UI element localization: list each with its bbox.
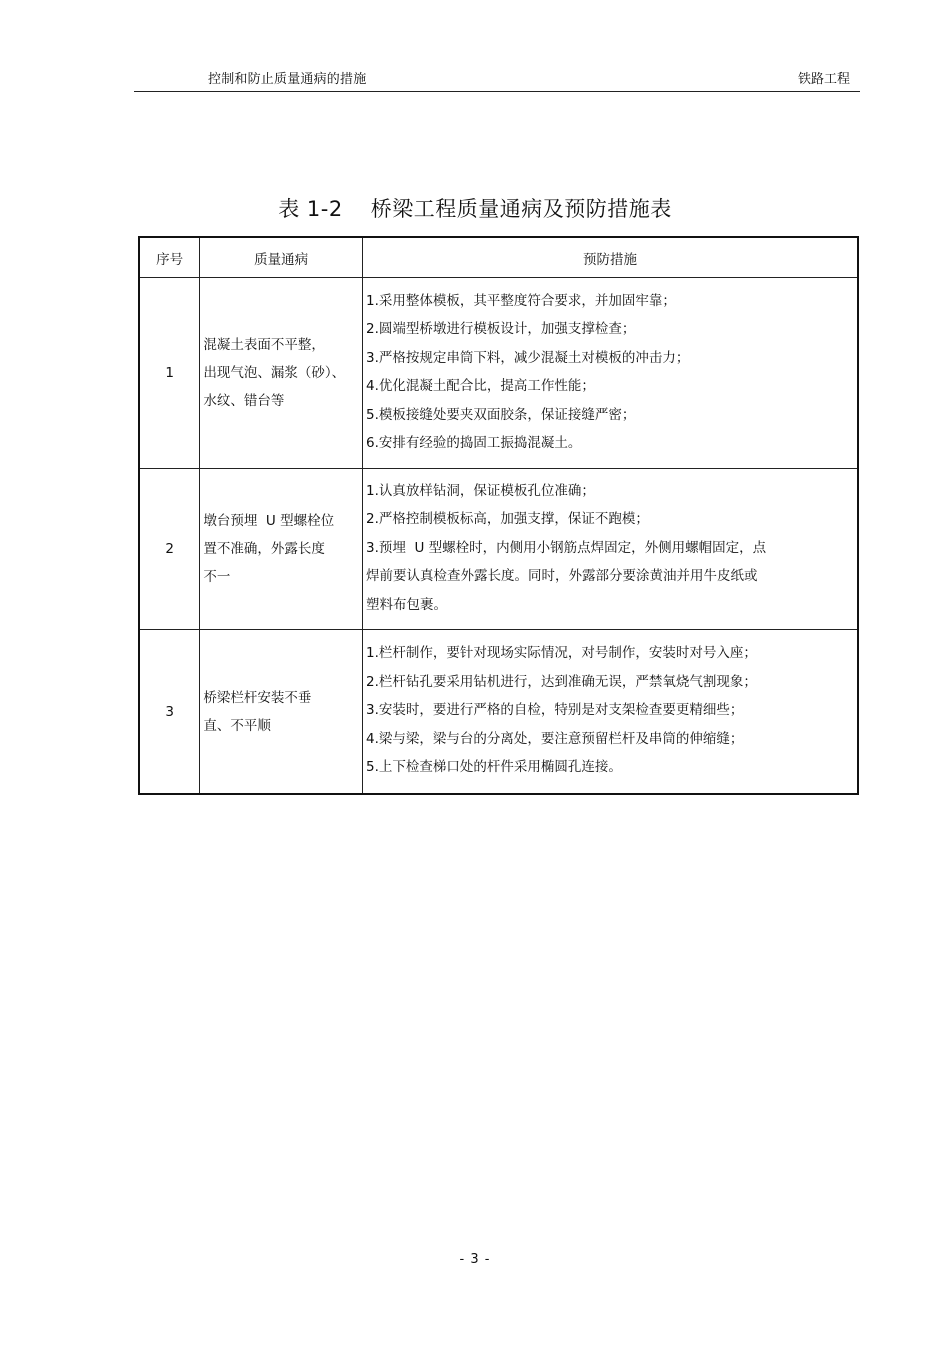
header-defect: 质量通病 bbox=[200, 237, 363, 278]
table-title bbox=[0, 193, 950, 223]
measure-item: 4.优化混凝土配合比，提高工作性能； bbox=[365, 378, 595, 394]
header-measures: 预防措施 bbox=[362, 237, 858, 278]
measures-cell bbox=[362, 469, 858, 630]
measure-item: 3.预埋 U 型螺栓时，内侧用小钢筋点焊固定，外侧用螺帽固定，点 bbox=[365, 539, 767, 556]
defect-cell bbox=[200, 469, 363, 630]
measure-item: 塑料布包裹。 bbox=[365, 596, 447, 613]
defect-line: 混凝土表面不平整， bbox=[203, 337, 325, 353]
measure-item: 焊前要认真检查外露长度。同时，外露部分要涂黄油并用牛皮纸或 bbox=[365, 568, 758, 585]
header-divider bbox=[134, 91, 860, 92]
measure-item: 4.梁与梁，梁与台的分离处，要注意预留栏杆及串筒的伸缩缝； bbox=[365, 730, 744, 747]
table-row bbox=[139, 469, 858, 630]
measure-item: 5.上下检查梯口处的杆件采用椭圆孔连接。 bbox=[365, 759, 622, 776]
table-row bbox=[139, 630, 858, 795]
page-number: - 3 - bbox=[459, 1252, 491, 1267]
defect-line: 墩台预埋 U 型螺栓位 bbox=[203, 513, 335, 529]
measure-item: 5.模板接缝处要夹双面胶条，保证接缝严密； bbox=[365, 406, 636, 423]
defect-line: 直、不平顺 bbox=[203, 717, 271, 734]
defect-cell bbox=[200, 630, 363, 795]
row-number: 1 bbox=[139, 278, 200, 469]
measure-item: 2.严格控制模板标高，加强支撑，保证不跑模； bbox=[365, 511, 649, 528]
header-seq: 序号 bbox=[139, 237, 200, 278]
measure-item: 1.采用整体模板，其平整度符合要求，并加固牢靠； bbox=[365, 292, 676, 309]
header-project-type: 铁路工程 bbox=[798, 72, 851, 87]
measures-cell bbox=[362, 278, 858, 469]
defect-line: 桥梁栏杆安装不垂 bbox=[203, 689, 312, 706]
table-number: 表 1-2 bbox=[278, 197, 343, 221]
defect-line: 不一 bbox=[203, 569, 231, 585]
measure-item: 1.认真放样钻洞，保证模板孔位准确； bbox=[365, 482, 595, 499]
defect-line: 水纹、错台等 bbox=[203, 393, 285, 409]
table-header-row bbox=[139, 237, 858, 278]
measure-item: 6.安排有经验的捣固工振捣混凝土。 bbox=[365, 435, 582, 451]
defect-line: 出现气泡、漏浆（砂）、 bbox=[203, 365, 346, 381]
row-number: 3 bbox=[139, 630, 200, 795]
row-number: 2 bbox=[139, 469, 200, 630]
measure-item: 3.严格按规定串筒下料，减少混凝土对模板的冲击力； bbox=[365, 349, 690, 366]
table-caption: 桥梁工程质量通病及预防措施表 bbox=[370, 197, 672, 221]
measure-item: 2.圆端型桥墩进行模板设计，加强支撑检查； bbox=[365, 321, 636, 337]
defect-line: 置不准确，外露长度 bbox=[203, 541, 325, 557]
measures-cell bbox=[362, 630, 858, 795]
quality-defects-table bbox=[138, 236, 859, 795]
defect-cell bbox=[200, 278, 363, 469]
measure-item: 3.安装时，要进行严格的自检，特别是对支架检查要更精细些； bbox=[365, 702, 744, 719]
table-row bbox=[139, 278, 858, 469]
header-section-title: 控制和防止质量通病的措施 bbox=[208, 72, 367, 87]
measure-item: 2.栏杆钻孔要采用钻机进行，达到准确无误，严禁氧烧气割现象； bbox=[365, 673, 757, 690]
measure-item: 1.栏杆制作，要针对现场实际情况，对号制作，安装时对号入座； bbox=[365, 645, 757, 662]
